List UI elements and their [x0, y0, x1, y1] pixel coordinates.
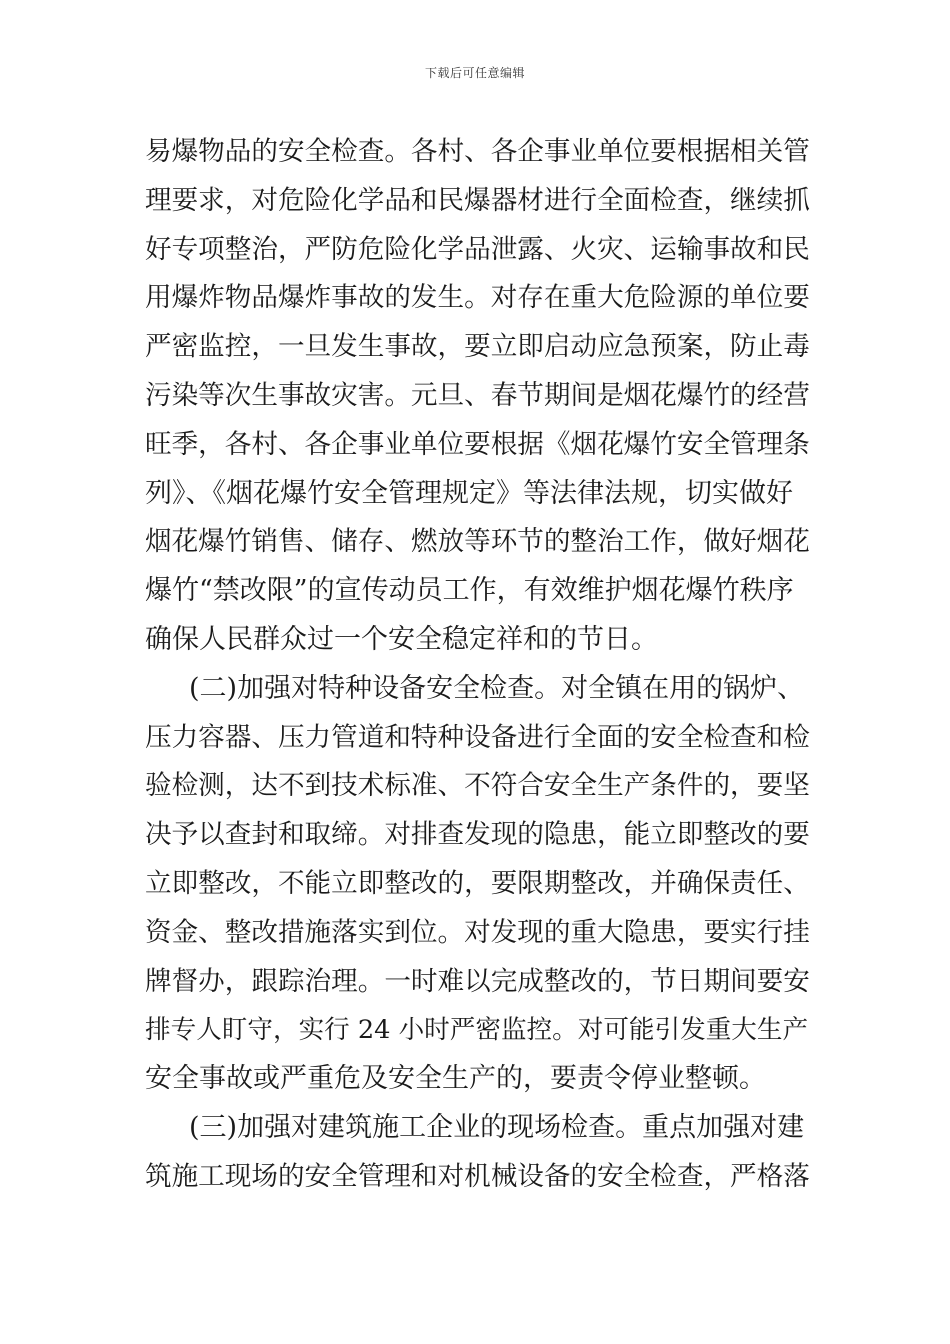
- text-line: 爆竹“禁改限”的宣传动员工作，有效维护烟花爆竹秩序: [145, 575, 794, 607]
- text-line: 筑施工现场的安全管理和对机械设备的安全检查，严格落: [145, 1160, 810, 1192]
- text-line: 验检测，达不到技术标准、不符合安全生产条件的，要坚: [145, 770, 810, 802]
- text-line: 理要求，对危险化学品和民爆器材进行全面检查，继续抓: [145, 184, 810, 216]
- text-line: 资金、整改措施落实到位。对发现的重大隐患，要实行挂: [145, 916, 810, 948]
- text-line: 污染等次生事故灾害。元旦、春节期间是烟花爆竹的经营: [145, 379, 810, 411]
- section-heading-line: (三)加强对建筑施工企业的现场检查。重点加强对建: [189, 1111, 805, 1143]
- text-line: 严密监控，一旦发生事故，要立即启动应急预案，防止毒: [145, 331, 810, 363]
- text-line: 决予以查封和取缔。对排查发现的隐患，能立即整改的要: [145, 819, 810, 851]
- page-header: 下载后可任意编辑: [424, 66, 525, 80]
- text-line: 牌督办，跟踪治理。一时难以完成整改的，节日期间要安: [145, 965, 810, 997]
- text-line: 易爆物品的安全检查。各村、各企事业单位要根据相关管: [145, 136, 810, 167]
- text-line: 压力容器、压力管道和特种设备进行全面的安全检查和检: [145, 721, 810, 753]
- text-line: 用爆炸物品爆炸事故的发生。对存在重大危险源的单位要: [145, 282, 810, 314]
- document-body: [145, 128, 810, 1202]
- text-line: 安全事故或严重危及安全生产的，要责令停业整顿。: [145, 1063, 766, 1095]
- text-line: 排专人盯守，实行 24 小时严密监控。对可能引发重大生产: [145, 1015, 809, 1046]
- section-heading-line: (二)加强对特种设备安全检查。对全镇在用的锅炉、: [189, 672, 805, 704]
- text-line: 立即整改，不能立即整改的，要限期整改，并确保责任、: [145, 867, 810, 899]
- text-line: 好专项整治，严防危险化学品泄露、火灾、运输事故和民: [145, 233, 810, 265]
- text-line: 确保人民群众过一个安全稳定祥和的节日。: [145, 623, 658, 655]
- text-line: 烟花爆竹销售、储存、燃放等环节的整治工作，做好烟花: [145, 526, 810, 558]
- text-line: 旺季，各村、各企事业单位要根据《烟花爆竹安全管理条: [145, 428, 810, 460]
- text-line: 列》、《烟花爆竹安全管理规定》等法律法规，切实做好: [145, 477, 793, 509]
